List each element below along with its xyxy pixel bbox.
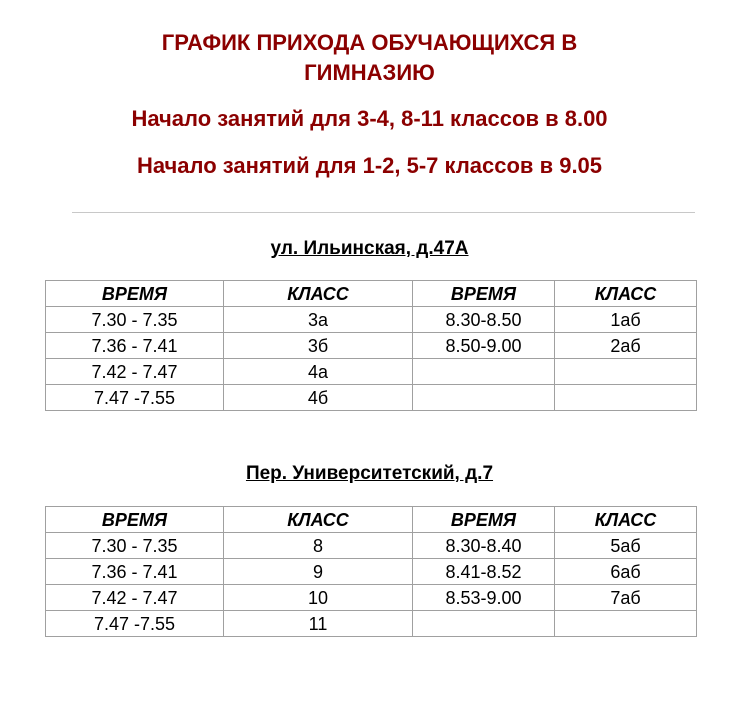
time-cell: 7.36 - 7.41 (46, 559, 224, 585)
class-cell: 6аб (555, 559, 697, 585)
time-cell (413, 359, 555, 385)
class-cell: 1аб (555, 307, 697, 333)
address-ilyinskaya: ул. Ильинская, д.47А (270, 238, 469, 259)
time-cell: 7.47 -7.55 (46, 611, 224, 637)
table-header-row (46, 507, 697, 533)
schedule-table-ilyinskaya (45, 280, 697, 411)
class-cell: 4б (224, 385, 413, 411)
time-cell (413, 385, 555, 411)
time-cell: 7.36 - 7.41 (46, 333, 224, 359)
time-cell: 8.30-8.40 (413, 533, 555, 559)
address-universitetsky: Пер. Университетский, д.7 (245, 463, 494, 484)
table-row (46, 385, 697, 411)
table-row (46, 559, 697, 585)
table-row (46, 611, 697, 637)
column-header-class: КЛАСС (555, 507, 697, 533)
page-title-line-2: ГИМНАЗИЮ (304, 60, 435, 85)
class-cell (555, 385, 697, 411)
column-header-time: ВРЕМЯ (46, 281, 224, 307)
class-cell: 7аб (555, 585, 697, 611)
class-cell: 8 (224, 533, 413, 559)
table-row (46, 533, 697, 559)
class-cell: 2аб (555, 333, 697, 359)
class-cell (555, 611, 697, 637)
page-title-line-1: ГРАФИК ПРИХОДА ОБУЧАЮЩИХСЯ В (161, 30, 578, 55)
time-cell (413, 611, 555, 637)
table-row (46, 585, 697, 611)
header-divider (72, 212, 695, 213)
column-header-class: КЛАСС (224, 281, 413, 307)
time-cell: 7.42 - 7.47 (46, 585, 224, 611)
class-cell: 3а (224, 307, 413, 333)
time-cell: 8.30-8.50 (413, 307, 555, 333)
time-cell: 8.41-8.52 (413, 559, 555, 585)
schedule-table-universitetsky (45, 506, 697, 637)
table-row (46, 307, 697, 333)
class-cell: 9 (224, 559, 413, 585)
class-cell: 11 (224, 611, 413, 637)
time-cell: 8.50-9.00 (413, 333, 555, 359)
start-time-line-2: Начало занятий для 1-2, 5-7 классов в 9.05 (136, 153, 603, 178)
class-cell (555, 359, 697, 385)
column-header-time: ВРЕМЯ (46, 507, 224, 533)
table-row (46, 359, 697, 385)
time-cell: 7.42 - 7.47 (46, 359, 224, 385)
table-header-row (46, 281, 697, 307)
class-cell: 5аб (555, 533, 697, 559)
time-cell: 7.47 -7.55 (46, 385, 224, 411)
column-header-class: КЛАСС (555, 281, 697, 307)
time-cell: 7.30 - 7.35 (46, 533, 224, 559)
time-cell: 8.53-9.00 (413, 585, 555, 611)
column-header-time: ВРЕМЯ (413, 507, 555, 533)
column-header-class: КЛАСС (224, 507, 413, 533)
time-cell: 7.30 - 7.35 (46, 307, 224, 333)
start-time-line-1: Начало занятий для 3-4, 8-11 классов в 8.00 (131, 106, 608, 131)
class-cell: 3б (224, 333, 413, 359)
class-cell: 10 (224, 585, 413, 611)
table-row (46, 333, 697, 359)
column-header-time: ВРЕМЯ (413, 281, 555, 307)
class-cell: 4а (224, 359, 413, 385)
